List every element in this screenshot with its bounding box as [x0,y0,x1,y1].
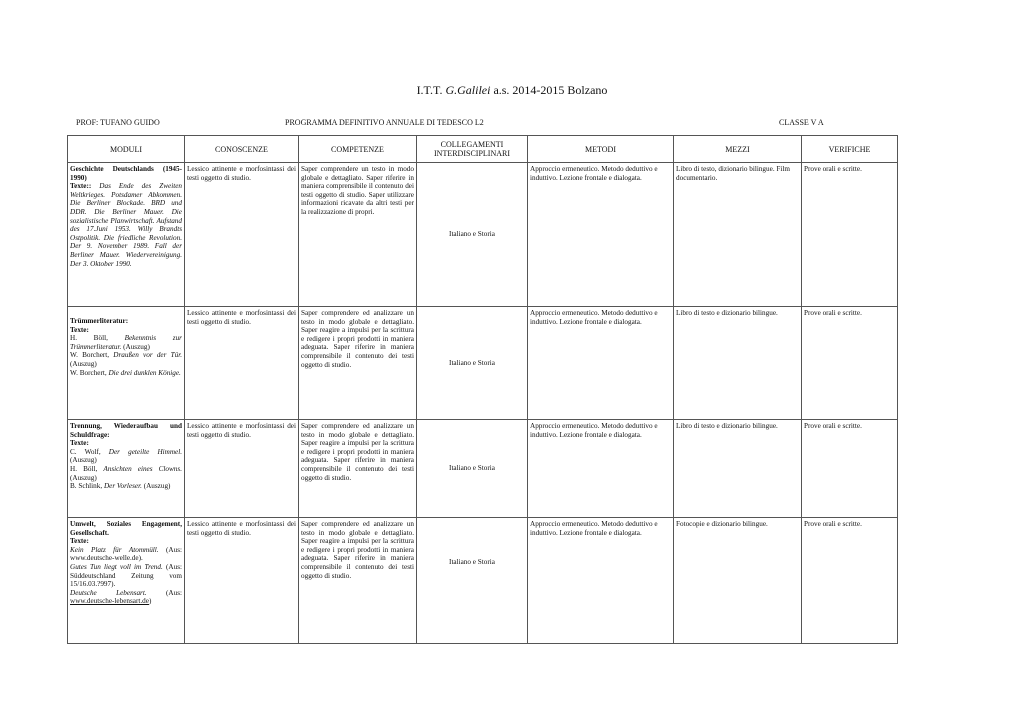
competenze-cell: Saper comprendere un testo in modo globale e dettagliato. Saper riferire in maniera comprensibile il contenuto dei testi oggetto di studio. Saper utilizzare informazioni ricavate da altri testi per la realizzazione di propri. [299,163,417,307]
col-header-collegamenti: COLLEGAMENTI INTERDISCIPLINARI [417,136,528,163]
collegamenti-cell: Italiano e Storia [417,163,528,307]
col-header-metodi: METODI [528,136,674,163]
modulo-cell [68,307,185,420]
col-header-mezzi: MEZZI [674,136,802,163]
modulo-title: Trümmerliteratur: [70,317,129,325]
list-item: Kein Platz für Atommüll. (Aus: www.deutsche-welle.de). [70,545,182,563]
modulo-cell [68,163,185,307]
metodi-cell: Approccio ermeneutico. Metodo deduttivo e induttivo. Lezione frontale e dialogata. [528,307,674,420]
class-label: CLASSE V A [779,118,824,127]
verifiche-cell: Prove orali e scritte. [802,163,898,307]
program-label: PROGRAMMA DEFINITIVO ANNUALE DI TEDESCO L2 [285,118,484,127]
texte-label: Texte:: [70,182,92,191]
table-row [68,307,898,420]
school-name: G.Galilei [445,83,491,97]
title-prefix: I.T.T. [416,83,446,97]
verifiche-cell: Prove orali e scritte. [802,307,898,420]
conoscenze-cell: Lessico attinente e morfosintassi dei testi oggetto di studio. [185,307,299,420]
collegamenti-cell: Italiano e Storia [417,420,528,518]
list-item: Gutes Tun liegt voll im Trend. (Aus: Süddeutschland Zeitung vom 15/16.03.?997). [70,562,182,589]
mezzi-cell: Libro di testo e dizionario bilingue. [674,307,802,420]
texte-label: Texte: [70,537,89,546]
conoscenze-cell: Lessico attinente e morfosintassi dei testi oggetto di studio. [185,163,299,307]
modulo-cell [68,518,185,644]
list-item: W. Borchert, Die drei dunklen Könige. [70,368,181,377]
texte-label: Texte: [70,325,89,334]
verifiche-cell: Prove orali e scritte. [802,518,898,644]
table-header-row [68,136,898,163]
list-item: H. Böll, Ansichten eines Clowns. (Auszug) [70,464,182,482]
modulo-title: Trennung, Wiederaufbau und Schuldfrage: [70,422,182,439]
competenze-cell: Saper comprendere ed analizzare un testo in modo globale e dettagliato. Saper reagire a impulsi per la scrittura e redigere i propri prodotti in maniera adeguata. Saper riferire in maniera comprensibile il contenuto dei testi oggetto di studio. [299,307,417,420]
table-row [68,163,898,307]
collegamenti-cell: Italiano e Storia [417,307,528,420]
list-item: W. Borchert, Draußen vor der Tür. (Auszug) [70,351,182,368]
table-row [68,518,898,644]
website-link[interactable]: www.deutsche-lebensart.de [70,597,149,606]
list-item: H. Böll, Bekenntnis zur Trümmerliteratur. (Auszug) [70,334,182,351]
document-title [0,83,1024,98]
metodi-cell: Approccio ermeneutico. Metodo deduttivo e induttivo. Lezione frontale e dialogata. [528,420,674,518]
col-header-moduli: MODULI [68,136,185,163]
col-header-competenze: COMPETENZE [299,136,417,163]
list-item: C. Wolf, Der geteilte Himmel. (Auszug) [70,447,182,465]
modulo-text: Das Ende des Zweiten Weltkrieges. Potsdamer Abkommen. Die Berliner Blockade. BRD und DDR. Die Berliner Mauer. Die sozialistische Planwirtschaft. Aufstand des 17.Juni 1953. Willy Brandts Ostpolitik. Die friedliche Revolution. Der 9. November 1989. Fall der Berliner Mauer. Wiedervereinigung. Der 3. Oktober 1990. [70,182,182,268]
verifiche-cell: Prove orali e scritte. [802,420,898,518]
collegamenti-cell: Italiano e Storia [417,518,528,644]
texte-label: Texte: [70,439,89,448]
list-item: Deutsche Lebensart. (Aus: www.deutsche-lebensart.de) [70,588,182,606]
modulo-cell [68,420,185,518]
col-header-verifiche: VERIFICHE [802,136,898,163]
modulo-title: Geschichte Deutschlands (1945-1990) [70,165,182,182]
list-item: B. Schlink, Der Vorleser. (Auszug) [70,482,171,491]
metodi-cell: Approccio ermeneutico. Metodo deduttivo e induttivo. Lezione frontale e dialogata. [528,518,674,644]
teacher-label: PROF: TUFANO GUIDO [76,118,160,127]
metodi-cell: Approccio ermeneutico. Metodo deduttivo e induttivo. Lezione frontale e dialogata. [528,163,674,307]
mezzi-cell: Libro di testo e dizionario bilingue. [674,420,802,518]
competenze-cell: Saper comprendere ed analizzare un testo in modo globale e dettagliato. Saper reagire a impulsi per la scrittura e redigere i propri prodotti in maniera adeguata. Saper riferire in maniera comprensibile il contenuto dei testi oggetto di studio. [299,420,417,518]
modulo-title: Umwelt, Soziales Engagement, Gesellschaft. [70,520,182,537]
program-table [67,135,898,644]
conoscenze-cell: Lessico attinente e morfosintassi dei testi oggetto di studio. [185,518,299,644]
conoscenze-cell: Lessico attinente e morfosintassi dei testi oggetto di studio. [185,420,299,518]
competenze-cell: Saper comprendere ed analizzare un testo in modo globale e dettagliato. Saper reagire a impulsi per la scrittura e redigere i propri prodotti in maniera adeguata. Saper riferire in maniera comprensibile il contenuto dei testi oggetto di studio. [299,518,417,644]
mezzi-cell: Fotocopie e dizionario bilingue. [674,518,802,644]
title-suffix: a.s. 2014-2015 Bolzano [490,83,608,97]
col-header-conoscenze: CONOSCENZE [185,136,299,163]
table-row [68,420,898,518]
mezzi-cell: Libro di testo, dizionario bilingue. Film documentario. [674,163,802,307]
